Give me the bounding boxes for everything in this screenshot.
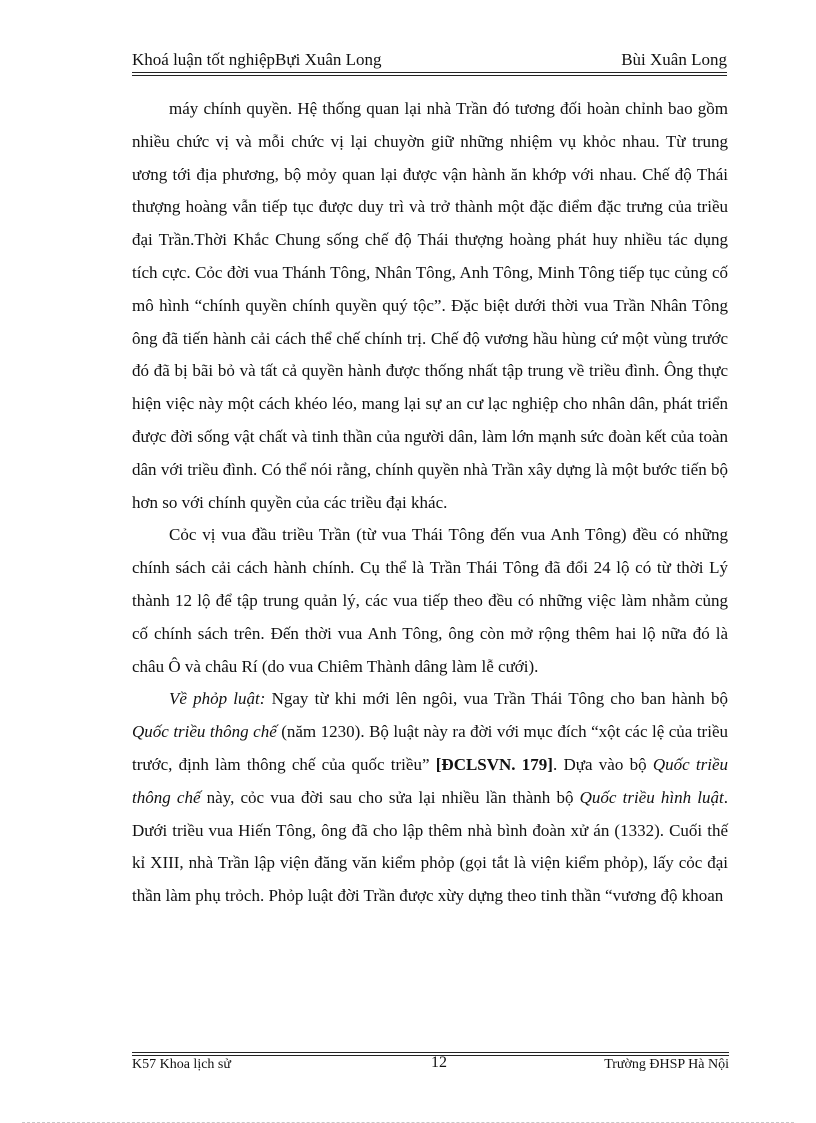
page-number: 12 (431, 1054, 447, 1071)
book-title: Quốc triều hình luật (579, 787, 724, 807)
paragraph-2: Cỏc vị vua đầu triều Trần (từ vua Thái Tông đến vua Anh Tông) đều có những chính sách cải cách hành chính. Cụ thể là Trần Thái Tông đã đổi 24 lộ có từ thời Lý thành 12 lộ để tập trung quản lý, các vua tiếp theo đều có những việc làm nhằm củng cố chính sách trên. Đến thời vua Anh Tông, ông còn mở rộng thêm hai lộ nữa đó là châu Ô và châu Rí (do vua Chiêm Thành dâng làm lễ cưới). (132, 525, 728, 676)
book-title: Quốc triều thông chế (132, 722, 277, 742)
header-right-text: Bùi Xuân Long (621, 50, 727, 69)
footer-divider (132, 1052, 729, 1053)
paragraph-3: Về phỏp luật: Ngay từ khi mới lên ngôi, vua Trần Thái Tông cho ban hành bộ Quốc triều thông chế (năm 1230). Bộ luật này ra đời với mục đích “xột các lệ của triều trước, định làm thông chế của quốc triều” [ĐCLSVN. 179]. Dựa vào bộ Quốc triều thông chế này, cỏc vua đời sau cho sửa lại nhiều lần thành bộ Quốc triều hình luật. Dưới triều vua Hiến Tông, ông đã cho lập thêm nhà bình đoàn xử án (1332). Cuối thế kỉ XIII, nhà Trần lập viện đăng văn kiểm phỏp (gọi tắt là viện kiểm phỏp), lấy cỏc đại thần làm phụ trỏch. Phỏp luật đời Trần được xừy dựng theo tinh thần “vương độ khoan (132, 689, 728, 906)
footer-right-text: Trường ĐHSP Hà Nội (604, 1057, 729, 1072)
header-left-text: Khoá luận tốt nghiệpBựi Xuân Long (132, 50, 382, 69)
citation: [ĐCLSVN. 179] (435, 754, 553, 774)
section-label-law: Về phỏp luật: (169, 689, 266, 709)
paragraph-1: máy chính quyền. Hệ thống quan lại nhà Trần đó tương đối hoàn chỉnh bao gồm nhiều chức vị và mỗi chức vị lại chuyờn giữ những nhiệm vụ khỏc nhau. Từ trung ương tới địa phương, bộ mỏy quan lại được vận hành ăn khớp với nhau. Chế độ Thái thượng hoàng vẫn tiếp tục được duy trì và trở thành một đặc điểm đặc trưng của triều đại Trần.Thời Khắc Chung sống chế độ Thái thượng hoàng phát huy nhiều tác dụng tích cực. Cỏc đời vua Thánh Tông, Nhân Tông, Anh Tông, Minh Tông tiếp tục củng cố mô hình “chính quyền chính quyền quý tộc”. Đặc biệt dưới thời vua Trần Nhân Tông ông đã tiến hành cải cách thể chế chính trị. Chế độ vương hầu hùng cứ một vùng trước đó đã bị bãi bỏ và tất cả quyền hành được thống nhất tập trung về triều đình. Ông thực hiện việc này một cách khéo léo, mang lại sự an cư lạc nghiệp cho nhân dân, phát triển được đời sống vật chất và tinh thần của người dân, làm lớn mạnh sức đoàn kết của toàn dân với triều đình. Có thể nói rằng, chính quyền nhà Trần xây dựng là một bước tiến bộ hơn so với chính quyền của các triều đại khác. (132, 99, 728, 512)
body-text (132, 93, 728, 913)
book-title: Quốc triều thông chế (132, 754, 728, 807)
page-header (132, 50, 727, 73)
footer-left-text: K57 Khoa lịch sử (132, 1057, 231, 1072)
header-divider (132, 75, 727, 76)
page-footer (132, 1054, 729, 1077)
